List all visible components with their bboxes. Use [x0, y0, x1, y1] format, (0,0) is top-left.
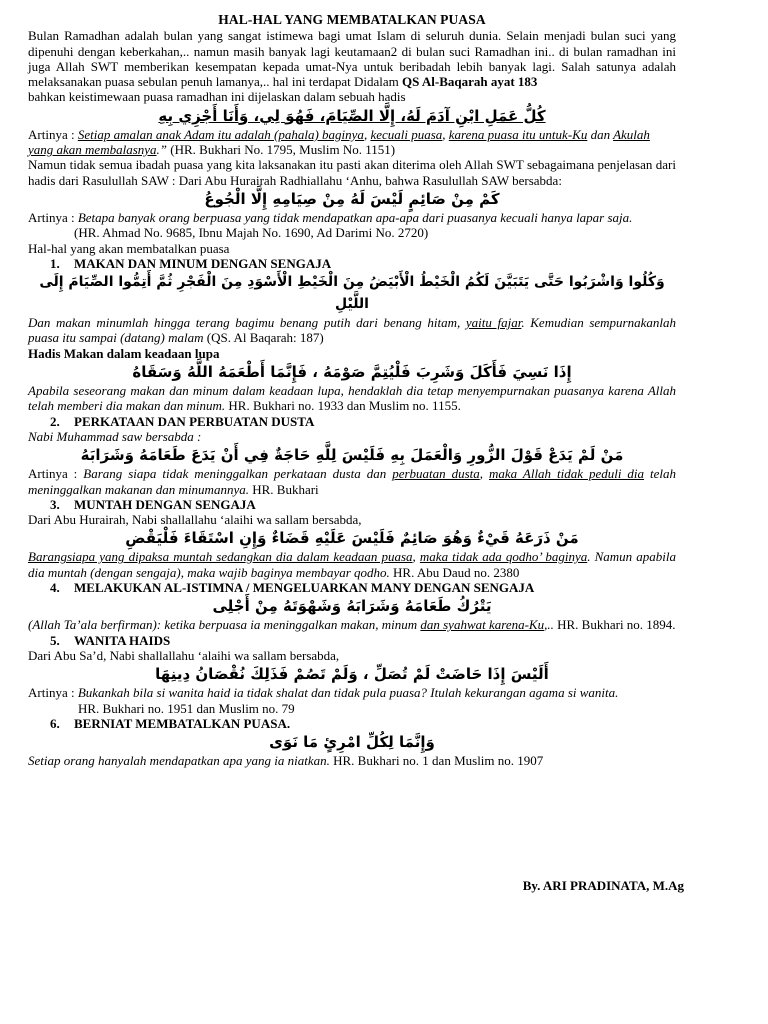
- hadith2-arabic: كَمْ مِنْ صَائِمٍ لَيْسَ لَهُ مِنْ صِيَامِهِ إِلَّا الْجُوعُ: [204, 189, 500, 208]
- section-1-subheading: Hadis Makan dalam keadaan lupa: [28, 345, 220, 361]
- hadith1-t4: ,: [442, 126, 449, 142]
- s6-ref: HR. Bukhari no. 1 dan Muslim no. 1907: [329, 753, 544, 769]
- paragraph-2: Namun tidak semua ibadah puasa yang kita laksanakan itu pasti akan diterima oleh Allah SWT sebagaimana penjelasan dari hadis dari Rasulullah SAW : Dari Abu Hurairah Radhiallahu ‘Anhu, bahwa Rasulullah SAW bersabda:: [28, 157, 676, 188]
- section-5-intro: Dari Abu Sa’d, Nabi shallallahu ‘alaihi wa sallam bersabda,: [28, 647, 340, 663]
- hadith2-text: Betapa banyak orang berpuasa yang tidak mendapatkan apa-apa dari puasanya kecuali hanya lapar saja.: [77, 209, 633, 225]
- artinya-label: Artinya :: [28, 126, 78, 142]
- section-1-translation: [28, 315, 676, 346]
- artinya-label: Artinya :: [28, 466, 84, 482]
- s1-ref2: HR. Bukhari no. 1933 dan Muslim no. 1155.: [225, 398, 461, 414]
- list-intro: Hal-hal yang akan membatalkan puasa: [28, 240, 230, 256]
- author-signature: By. ARI PRADINATA, M.Ag: [522, 878, 684, 893]
- s4-t3: ,..: [544, 617, 554, 633]
- s4-ref: HR. Bukhari no. 1894.: [553, 617, 676, 633]
- s1-t2: yaitu fajar: [465, 315, 522, 331]
- s3-ref: HR. Abu Daud no. 2380: [389, 564, 520, 580]
- s3-t4: . Namun apabila dia muntah (dengan sengaja), maka wajib baginya membayar qodho.: [28, 549, 676, 580]
- section-1-number: 1.: [50, 255, 60, 271]
- s4-t1: (Allah Ta’ala berfirman): ketika berpuasa ia meninggalkan makan, minum: [28, 617, 421, 633]
- hadith2-translation: [28, 210, 676, 225]
- intro-ref: QS Al-Baqarah ayat 183: [401, 74, 538, 90]
- section-3-intro: Dari Abu Hurairah, Nabi shallallahu ‘alaihi wa sallam bersabda,: [28, 512, 362, 528]
- section-2-title: PERKATAAN DAN PERBUATAN DUSTA: [74, 413, 315, 429]
- s3-t3: maka tidak ada qodho’ baginya: [419, 549, 588, 565]
- section-3-heading: [50, 497, 676, 512]
- section-3-number: 3.: [50, 496, 60, 512]
- document-title: HAL-HAL YANG MEMBATALKAN PUASA: [218, 12, 486, 27]
- section-1-arabic-2: إِذَا نَسِيَ فَأَكَلَ وَشَرِبَ فَلْيُتِمَّ صَوْمَهُ ، فَإِنَّمَا أَطْعَمَهُ اللَّهُ وَسَقَاهُ: [132, 363, 572, 382]
- section-4-heading: [50, 580, 676, 595]
- section-6-number: 6.: [50, 715, 60, 731]
- hadith1-t7: Akulah yang akan membalasnya: [28, 126, 650, 158]
- section-5-ref: HR. Bukhari no. 1951 dan Muslim no. 79: [78, 700, 295, 716]
- section-4-title: MELAKUKAN AL-ISTIMNA / MENGELUARKAN MANY DENGAN SENGAJA: [74, 580, 535, 596]
- section-2-translation: [28, 466, 676, 497]
- hadith1-t5: karena puasa itu untuk-Ku: [448, 126, 588, 142]
- section-1-title: MAKAN DAN MINUM DENGAN SENGAJA: [74, 255, 332, 271]
- section-1-translation-2: [28, 383, 676, 414]
- s3-t1: Barangsiapa yang dipaksa muntah sedangkan dia dalam keadaan puasa: [28, 549, 413, 565]
- section-6-heading: [50, 716, 676, 731]
- s2-t3: ,: [479, 466, 489, 482]
- hadith2-ref: (HR. Ahmad No. 9685, Ibnu Majah No. 1690, Ad Darimi No. 2720): [74, 225, 429, 241]
- section-6-translation: [28, 753, 676, 768]
- artinya-label: Artinya :: [28, 685, 78, 701]
- section-2-heading: [50, 414, 676, 429]
- document: [28, 12, 676, 768]
- s1-t4: Apabila seseorang makan dan minum dalam keadaan lupa, hendaklah dia tetap menyempurnakan puasanya karena Allah telah memberi dia makan dan minum.: [28, 383, 676, 414]
- s6-text: Setiap orang hanyalah mendapatkan apa yang ia niatkan.: [28, 753, 330, 769]
- section-4-arabic: يَتْرُكُ طَعَامَهُ وَشَرَابَهُ وَشَهْوَتَهُ مِنْ أَجْلِى: [212, 597, 492, 616]
- section-2-arabic: مَنْ لَمْ يَدَعْ قَوْلَ الزُّورِ وَالْعَمَلَ بِهِ فَلَيْسَ لِلَّهِ حَاجَةٌ فِي أَنْ يَدَعَ طَعَامَهُ وَشَرَابَهُ: [80, 446, 624, 465]
- section-3-arabic: مَنْ ذَرَعَهُ قَيْءٌ وَهُوَ صَائِمٌ فَلَيْسَ عَلَيْهِ قَضَاءٌ وَإِنِ اسْتَقَاءَ فَلْيَقْضِ: [125, 529, 579, 548]
- s1-ref: (QS. Al Baqarah: 187): [203, 330, 324, 346]
- hadith1-t8: .”: [156, 142, 168, 158]
- section-3-title: MUNTAH DENGAN SENGAJA: [74, 496, 256, 512]
- intro-text: Bulan Ramadhan adalah bulan yang sangat istimewa bagi umat Islam di seluruh dunia. Selain menjadi bulan suci yang dipenuhi dengan keberkahan,.. namun masih banyak lagi keutamaan2 di bulan suci Ramadhan ini.. di bulan ramadhan ini juga Allah SWT memberikan kesempatan kepada umat-Nya untuk beribadah lebih banyak lagi. Salah satunya adalah melaksanakan puasa sebulan penuh lamanya,.. hal ini terdapat Didalam: [28, 28, 676, 90]
- s3-t2: ,: [412, 549, 420, 565]
- hadith1-translation: [28, 127, 676, 158]
- s2-t2: perbuatan dusta: [392, 466, 480, 482]
- hadith1-t6: dan: [587, 126, 614, 142]
- s5-text: Bukankah bila si wanita haid ia tidak shalat dan tidak pula puasa? Itulah kekurangan agama si wanita.: [77, 685, 619, 701]
- intro-tail: bahkan keistimewaan puasa ramadhan ini dijelaskan dalam sebuah hadis: [28, 89, 406, 105]
- artinya-label: Artinya :: [28, 209, 78, 225]
- section-5-heading: [50, 633, 676, 648]
- section-6-title: BERNIAT MEMBATALKAN PUASA.: [74, 715, 291, 731]
- section-4-number: 4.: [50, 580, 60, 596]
- section-5-translation: [28, 685, 676, 700]
- s1-t1: Dan makan minumlah hingga terang bagimu benang putih dari benang hitam,: [28, 315, 466, 331]
- hadith1-t2: ,: [363, 126, 371, 142]
- section-2-number: 2.: [50, 413, 60, 429]
- section-1-heading: [50, 256, 676, 271]
- intro-paragraph: [28, 28, 676, 89]
- section-6-arabic: وَإِنَّمَا لِكُلِّ امْرِئٍ مَا نَوَى: [269, 733, 435, 752]
- hadith1-ref: (HR. Bukhari No. 1795, Muslim No. 1151): [167, 142, 396, 158]
- s4-t2: dan syahwat karena-Ku: [420, 617, 545, 633]
- s2-t5: telah meninggalkan makanan dan minumannya.: [28, 466, 677, 497]
- section-2-intro: Nabi Muhammad saw bersabda :: [28, 428, 202, 444]
- s2-t4: maka Allah tidak peduli dia: [489, 466, 645, 482]
- hadith1-t1: Setiap amalan anak Adam itu adalah (pahala) baginya: [77, 126, 364, 142]
- section-4-translation: [28, 617, 676, 632]
- s2-ref: HR. Bukhari: [248, 481, 319, 497]
- section-5-title: WANITA HAIDS: [74, 632, 171, 648]
- s2-t1: Barang siapa tidak meninggalkan perkataan dusta dan: [83, 466, 393, 482]
- hadith1-t3: kecuali puasa: [370, 126, 443, 142]
- section-5-number: 5.: [50, 632, 60, 648]
- hadith1-arabic: كُلُّ عَمَلِ ابْنِ آدَمَ لَهُ، إِلَّا الصِّيَامَ، فَهُوَ لِي، وَأَنَا أَجْزِي بِهِ: [158, 106, 546, 125]
- section-5-arabic: أَلَيْسَ إِذَا حَاضَتْ لَمْ تُصَلِّ ، وَلَمْ تَصُمْ فَذَلِكَ نُقْصَانُ دِينِهَا: [155, 665, 549, 684]
- section-1-arabic: وَكُلُوا وَاشْرَبُوا حَتَّى يَتَبَيَّنَ لَكُمُ الْخَيْطُ الْأَبْيَضُ مِنَ الْخَيْطِ الْأَسْوَدِ مِنَ الْفَجْرِ ثُمَّ أَتِمُّوا الصِّيَامَ إِلَى اللَّيْلِ: [39, 274, 665, 313]
- section-3-translation: [28, 549, 676, 580]
- s1-t3: . Kemudian sempurnakanlah puasa itu sampai (datang) malam: [28, 315, 676, 346]
